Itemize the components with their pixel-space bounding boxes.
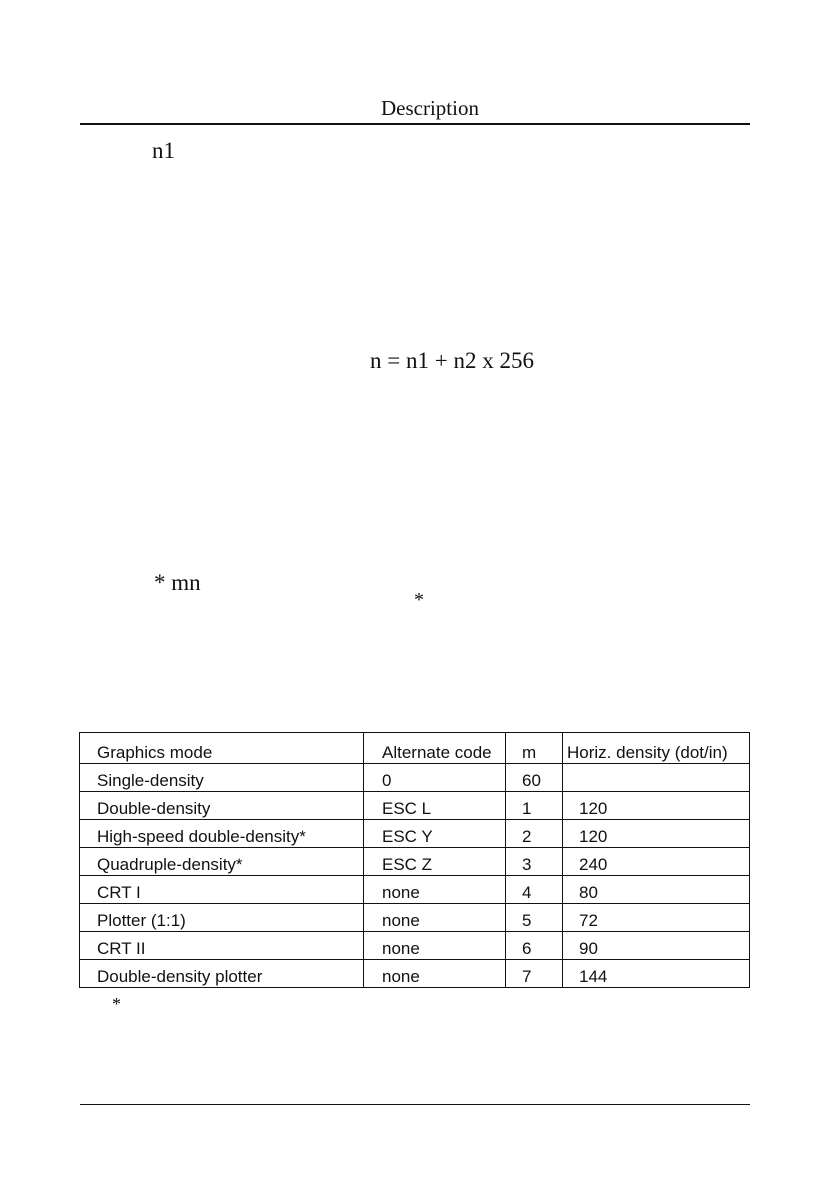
cell-m: 1 [506, 792, 563, 820]
cell-horiz-density: 144 [563, 960, 750, 988]
cell-alternate-code: 0 [364, 764, 506, 792]
cell-horiz-density: 80 [563, 876, 750, 904]
parameter-label-n1: n1 [152, 138, 175, 163]
table-row [80, 960, 750, 988]
cell-alternate-code: ESC L [364, 792, 506, 820]
column-header-graphics-mode: Graphics mode [80, 733, 364, 764]
table-row [80, 764, 750, 792]
cell-horiz-density: 240 [563, 848, 750, 876]
cell-graphics-mode: Double-density plotter [80, 960, 364, 988]
cell-m: 7 [506, 960, 563, 988]
cell-m: 60 [506, 764, 563, 792]
table-row [80, 876, 750, 904]
table-row [80, 792, 750, 820]
cell-alternate-code: ESC Z [364, 848, 506, 876]
cell-horiz-density: 72 [563, 904, 750, 932]
cell-m: 4 [506, 876, 563, 904]
cell-m: 2 [506, 820, 563, 848]
table-row [80, 904, 750, 932]
cell-horiz-density: 90 [563, 932, 750, 960]
cell-alternate-code: none [364, 960, 506, 988]
cell-m: 5 [506, 904, 563, 932]
cell-graphics-mode: CRT II [80, 932, 364, 960]
cell-horiz-density: 120 [563, 820, 750, 848]
graphics-mode-table [79, 732, 750, 988]
cell-graphics-mode: CRT I [80, 876, 364, 904]
cell-graphics-mode: Quadruple-density* [80, 848, 364, 876]
table-row [80, 848, 750, 876]
column-header-m: m [506, 733, 563, 764]
cell-horiz-density [563, 764, 750, 792]
cell-horiz-density: 120 [563, 792, 750, 820]
cell-graphics-mode: Plotter (1:1) [80, 904, 364, 932]
footnote-asterisk: * [112, 994, 121, 1014]
cell-alternate-code: none [364, 876, 506, 904]
table-row [80, 820, 750, 848]
formula: n = n1 + n2 x 256 [370, 348, 534, 373]
header-rule [80, 123, 750, 125]
table-row [80, 932, 750, 960]
column-header-alternate-code: Alternate code [364, 733, 506, 764]
cell-alternate-code: ESC Y [364, 820, 506, 848]
cell-alternate-code: none [364, 904, 506, 932]
parameter-label-mn: * mn [154, 570, 201, 595]
cell-graphics-mode: Single-density [80, 764, 364, 792]
cell-graphics-mode: Double-density [80, 792, 364, 820]
column-header-horiz-density: Horiz. density (dot/in) [563, 733, 750, 764]
asterisk-mark: * [414, 589, 424, 611]
footer-rule [80, 1104, 750, 1105]
table-header-row [80, 733, 750, 764]
cell-graphics-mode: High-speed double-density* [80, 820, 364, 848]
cell-alternate-code: none [364, 932, 506, 960]
cell-m: 6 [506, 932, 563, 960]
page-header-title: Description [381, 96, 479, 120]
cell-m: 3 [506, 848, 563, 876]
